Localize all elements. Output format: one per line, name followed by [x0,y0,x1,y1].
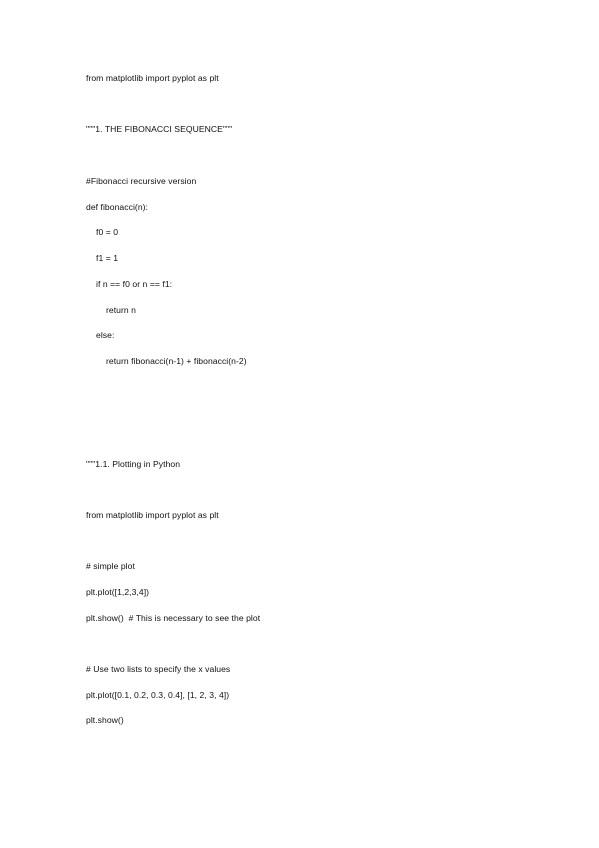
code-line-plot-1: plt.plot([1,2,3,4]) [86,587,150,597]
code-line-return-recursive: return fibonacci(n-1) + fibonacci(n-2) [106,356,247,366]
code-line-return-n: return n [106,305,137,315]
code-line-simple-plot-comment: # simple plot [86,561,135,571]
code-line-section-title: """1. THE FIBONACCI SEQUENCE""" [86,124,233,134]
code-line-comment: #Fibonacci recursive version [86,176,197,186]
code-line-def: def fibonacci(n): [86,202,148,212]
code-line-import: from matplotlib import pyplot as plt [86,73,219,83]
code-line-import-2: from matplotlib import pyplot as plt [86,510,219,520]
code-line-two-lists-comment: # Use two lists to specify the x values [86,664,231,674]
code-line-f0: f0 = 0 [96,227,119,237]
code-line-if: if n == f0 or n == f1: [96,279,173,289]
code-line-f1: f1 = 1 [96,253,119,263]
code-line-show-1: plt.show() # This is necessary to see the plot [86,613,261,623]
code-line-show-2: plt.show() [86,715,124,725]
code-line-plot-2: plt.plot([0.1, 0.2, 0.3, 0.4], [1, 2, 3, 4]) [86,690,230,700]
code-line-subsection-title: """1.1. Plotting in Python [86,459,181,469]
code-line-else: else: [96,330,115,340]
